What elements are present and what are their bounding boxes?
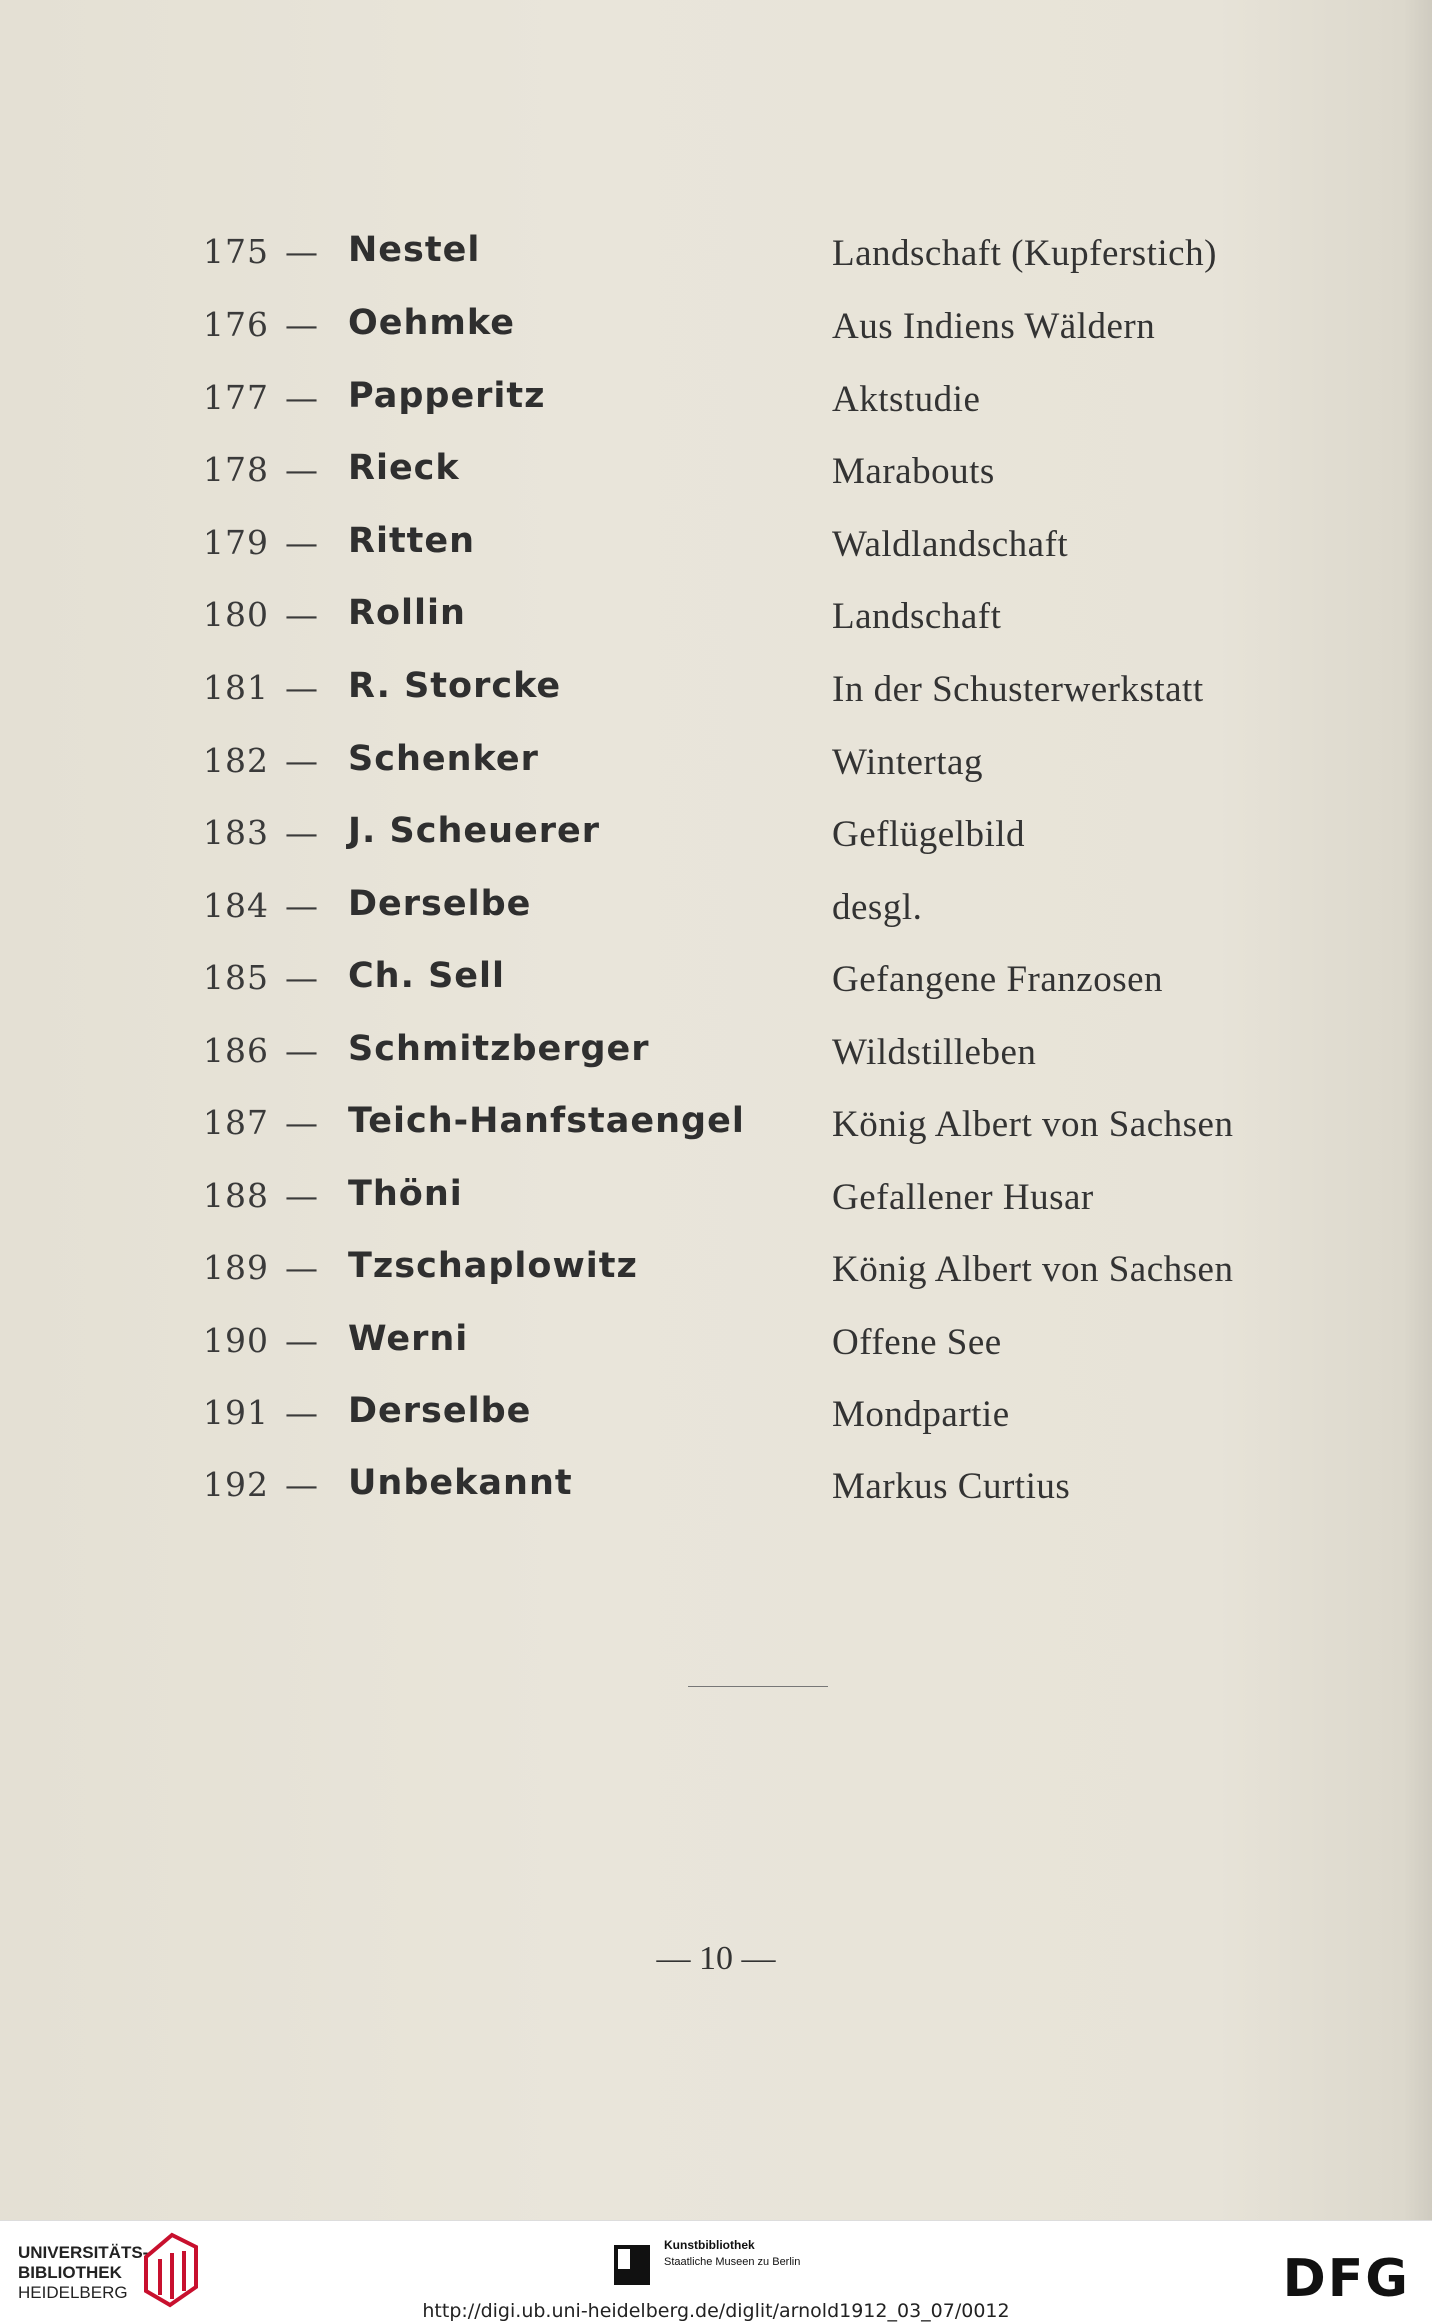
entry-dash: — — [285, 523, 318, 562]
artist-name: Schenker — [348, 739, 539, 779]
catalog-entry — [0, 886, 1432, 946]
catalog-entry — [0, 1103, 1432, 1163]
entry-dash: — — [285, 1465, 318, 1504]
kunstbibliothek-mark-icon — [614, 2245, 650, 2285]
artwork-title: König Albert von Sachsen — [832, 1249, 1234, 1290]
entry-number: 188 — [203, 1176, 269, 1215]
catalog-entry — [0, 305, 1432, 365]
catalog-entry — [0, 741, 1432, 801]
artist-name: Tzschaplowitz — [348, 1246, 638, 1286]
page-number: — 10 — — [656, 1940, 776, 1977]
entry-number: 191 — [203, 1393, 269, 1432]
artwork-title: Wildstilleben — [832, 1032, 1037, 1073]
catalog-entry — [0, 1465, 1432, 1525]
entry-dash: — — [285, 1031, 318, 1070]
artist-name: R. Storcke — [348, 666, 562, 706]
artist-name: Derselbe — [348, 884, 532, 924]
entry-dash: — — [285, 958, 318, 997]
artwork-title: Geflügelbild — [832, 814, 1026, 855]
entry-dash: — — [285, 1103, 318, 1142]
artist-name: Werni — [348, 1319, 469, 1359]
artist-name: Oehmke — [348, 303, 515, 343]
artwork-title: Aktstudie — [832, 379, 981, 420]
logo-line: UNIVERSITÄTS- — [18, 2243, 149, 2262]
entry-dash: — — [285, 1176, 318, 1215]
catalog-entry — [0, 1393, 1432, 1453]
entry-number: 186 — [203, 1031, 269, 1070]
entry-number: 182 — [203, 741, 269, 780]
entry-dash: — — [285, 741, 318, 780]
artwork-title: Markus Curtius — [832, 1466, 1071, 1507]
catalog-entry — [0, 523, 1432, 583]
catalog-entry — [0, 668, 1432, 728]
entry-dash: — — [285, 305, 318, 344]
entry-number: 187 — [203, 1103, 269, 1142]
logo-line: BIBLIOTHEK — [18, 2263, 122, 2282]
entry-number: 175 — [203, 232, 269, 271]
entry-dash: — — [285, 813, 318, 852]
artist-name: Nestel — [348, 230, 481, 270]
entry-number: 185 — [203, 958, 269, 997]
entry-dash: — — [285, 450, 318, 489]
catalog-entry — [0, 1176, 1432, 1236]
entry-number: 181 — [203, 668, 269, 707]
entry-number: 180 — [203, 595, 269, 634]
ub-heidelberg-mark-icon — [142, 2229, 200, 2309]
entry-number: 177 — [203, 378, 269, 417]
artist-name: Ritten — [348, 521, 476, 561]
artist-name: Thöni — [348, 1174, 463, 1214]
artwork-title: Aus Indiens Wäldern — [832, 306, 1156, 347]
entry-number: 190 — [203, 1321, 269, 1360]
artwork-title: desgl. — [832, 887, 923, 928]
catalog-entry — [0, 1248, 1432, 1308]
artwork-title: König Albert von Sachsen — [832, 1104, 1234, 1145]
artist-name: Unbekannt — [348, 1463, 573, 1503]
artwork-title: In der Schusterwerkstatt — [832, 669, 1204, 710]
entry-number: 179 — [203, 523, 269, 562]
catalog-entry — [0, 958, 1432, 1018]
catalog-entry — [0, 378, 1432, 438]
entry-number: 189 — [203, 1248, 269, 1287]
entry-number: 184 — [203, 886, 269, 925]
artwork-title: Landschaft (Kupferstich) — [832, 233, 1217, 274]
logo-line: HEIDELBERG — [18, 2283, 128, 2302]
entry-dash: — — [285, 668, 318, 707]
entry-dash: — — [285, 1393, 318, 1432]
artist-name: J. Scheuerer — [348, 811, 601, 851]
section-divider — [688, 1686, 828, 1687]
university-library-logo[interactable] — [18, 2243, 148, 2303]
dfg-logo[interactable]: DFG — [1282, 2249, 1410, 2309]
artist-name: Ch. Sell — [348, 956, 506, 996]
entry-dash: — — [285, 1248, 318, 1287]
artwork-title: Gefallener Husar — [832, 1177, 1094, 1218]
entry-dash: — — [285, 595, 318, 634]
catalog-entry — [0, 813, 1432, 873]
artist-name: Teich-Hanfstaengel — [348, 1101, 745, 1141]
digitization-footer — [0, 2220, 1432, 2324]
artist-name: Schmitzberger — [348, 1029, 650, 1069]
entry-number: 192 — [203, 1465, 269, 1504]
catalog-entry — [0, 232, 1432, 292]
artist-name: Rollin — [348, 593, 466, 633]
artwork-title: Gefangene Franzosen — [832, 959, 1164, 1000]
entry-dash: — — [285, 378, 318, 417]
entry-number: 183 — [203, 813, 269, 852]
artist-name: Rieck — [348, 448, 460, 488]
artist-name: Papperitz — [348, 376, 546, 416]
artwork-title: Marabouts — [832, 451, 995, 492]
entry-dash: — — [285, 232, 318, 271]
catalog-entry — [0, 595, 1432, 655]
logo-line: Kunstbibliothek — [664, 2238, 755, 2252]
artwork-title: Waldlandschaft — [832, 524, 1069, 565]
entry-number: 178 — [203, 450, 269, 489]
entry-dash: — — [285, 886, 318, 925]
entry-number: 176 — [203, 305, 269, 344]
artwork-title: Landschaft — [832, 596, 1002, 637]
permalink-url[interactable]: http://digi.ub.uni-heidelberg.de/diglit/arnold1912_03_07/0012 — [422, 2300, 1010, 2322]
artwork-title: Offene See — [832, 1322, 1002, 1363]
entry-dash: — — [285, 1321, 318, 1360]
artwork-title: Mondpartie — [832, 1394, 1010, 1435]
catalog-entry — [0, 1031, 1432, 1091]
catalog-entry — [0, 450, 1432, 510]
catalog-entry — [0, 1321, 1432, 1381]
logo-line: Staatliche Museen zu Berlin — [664, 2256, 801, 2268]
artist-name: Derselbe — [348, 1391, 532, 1431]
artwork-title: Wintertag — [832, 742, 983, 783]
